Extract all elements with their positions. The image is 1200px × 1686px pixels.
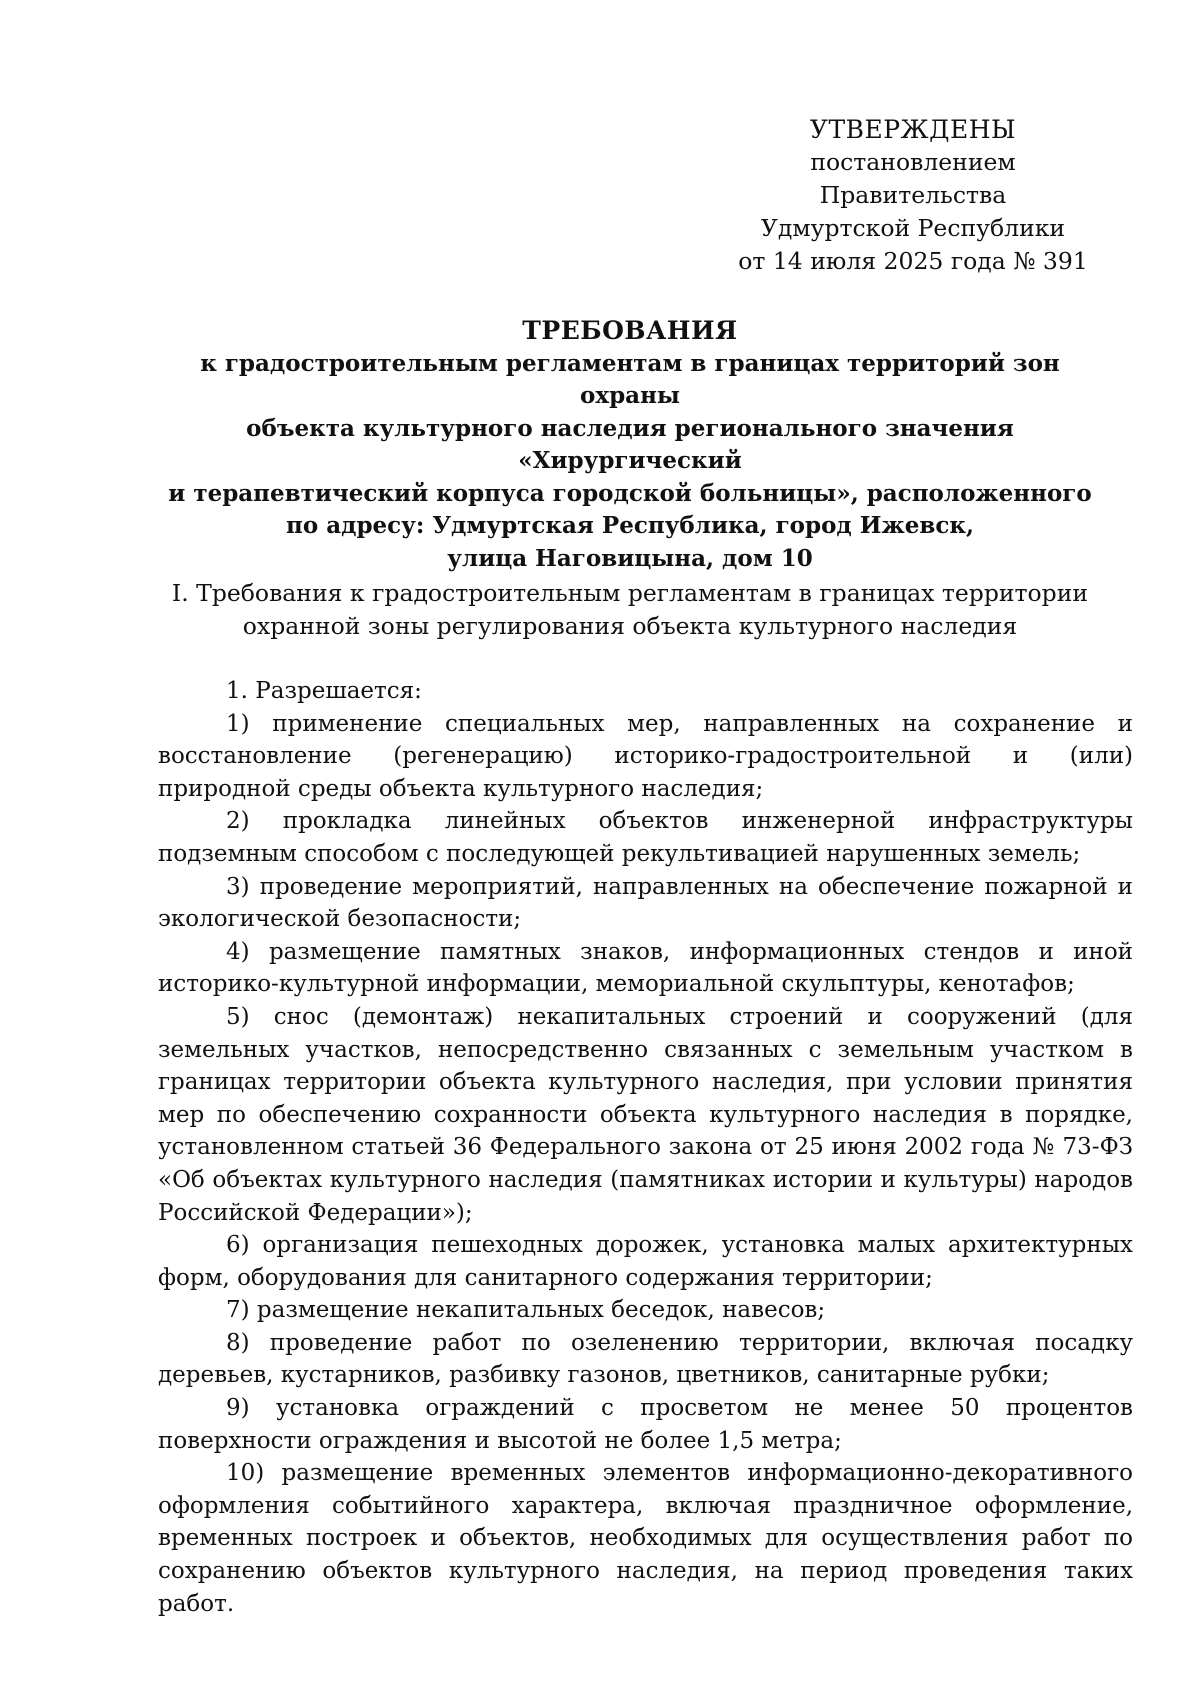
title-line-5: улица Наговицына, дом 10 xyxy=(447,544,813,572)
title-line-3: и терапевтический корпуса городской больницы», расположенного xyxy=(168,479,1092,507)
list-item: 9) установка ограждений с просветом не менее 50 процентов поверхности ограждения и высотой не более 1,5 метра; xyxy=(158,1395,1133,1454)
list-item: 4) размещение памятных знаков, информационных стендов и иной историко-культурной информации, мемориальной скульптуры, кенотафов; xyxy=(158,938,1133,998)
approved-label: УТВЕРЖДЕНЫ xyxy=(809,115,1017,144)
title-line-1: к градостроительным регламентам в границах территорий зон охраны xyxy=(200,349,1060,409)
title-line-4: по адресу: Удмуртская Республика, город Ижевск, xyxy=(286,512,974,539)
section-heading xyxy=(150,577,1110,643)
paragraph-point-1: 1. Разрешается: xyxy=(226,678,422,704)
approval-line-2: Удмуртской Республики xyxy=(760,214,1066,242)
list-item: 2) прокладка линейных объектов инженерной инфраструктуры подземным способом с последующей рекультивацией нарушенных земель; xyxy=(158,808,1133,867)
list-item: 7) размещение некапитальных беседок, навесов; xyxy=(226,1297,826,1324)
section-heading-line-2: охранной зоны регулирования объекта культурного наследия xyxy=(242,612,1018,640)
approval-line-3: от 14 июля 2025 года № 391 xyxy=(738,247,1088,275)
approval-line-1: постановлением Правительства xyxy=(810,148,1016,209)
list-item: 8) проведение работ по озеленению территории, включая посадку деревьев, кустарников, разбивку газонов, цветников, санитарные рубки; xyxy=(158,1329,1133,1389)
approval-stamp-block xyxy=(718,113,1108,278)
list-item: 3) проведение мероприятий, направленных на обеспечение пожарной и экологической безопасности; xyxy=(158,873,1133,933)
document-body xyxy=(158,675,1133,1620)
list-item: 5) снос (демонтаж) некапитальных строений и сооружений (для земельных участков, непосредственно связанных с земельным участком в границах территории объекта культурного наследия, при условии принятия мер по обеспечению сохранности объекта культурного наследия в порядке, установленном статьей 36 Федерального закона от 25 июня 2002 года № 73-ФЗ «Об объектах культурного наследия (памятниках истории и культуры) народов Российской Федерации»); xyxy=(158,1003,1133,1226)
section-heading-line-1: I. Требования к градостроительным регламентам в границах территории xyxy=(171,579,1089,607)
title-line-2: объекта культурного наследия регионального значения «Хирургический xyxy=(246,414,1014,474)
document-title-block xyxy=(150,315,1110,575)
document-title: ТРЕБОВАНИЯ xyxy=(522,316,738,345)
list-item: 6) организация пешеходных дорожек, установка малых архитектурных форм, оборудования для санитарного содержания территории; xyxy=(158,1232,1133,1291)
list-item: 1) применение специальных мер, направленных на сохранение и восстановление (регенерацию) историко-градостроительной и (или) природной среды объекта культурного наследия; xyxy=(158,710,1133,802)
list-item: 10) размещение временных элементов информационно-декоративного оформления событийного характера, включая праздничное оформление, временных построек и объектов, необходимых для осуществления работ по сохранению объектов культурного наследия, на период проведения таких работ. xyxy=(158,1460,1133,1617)
